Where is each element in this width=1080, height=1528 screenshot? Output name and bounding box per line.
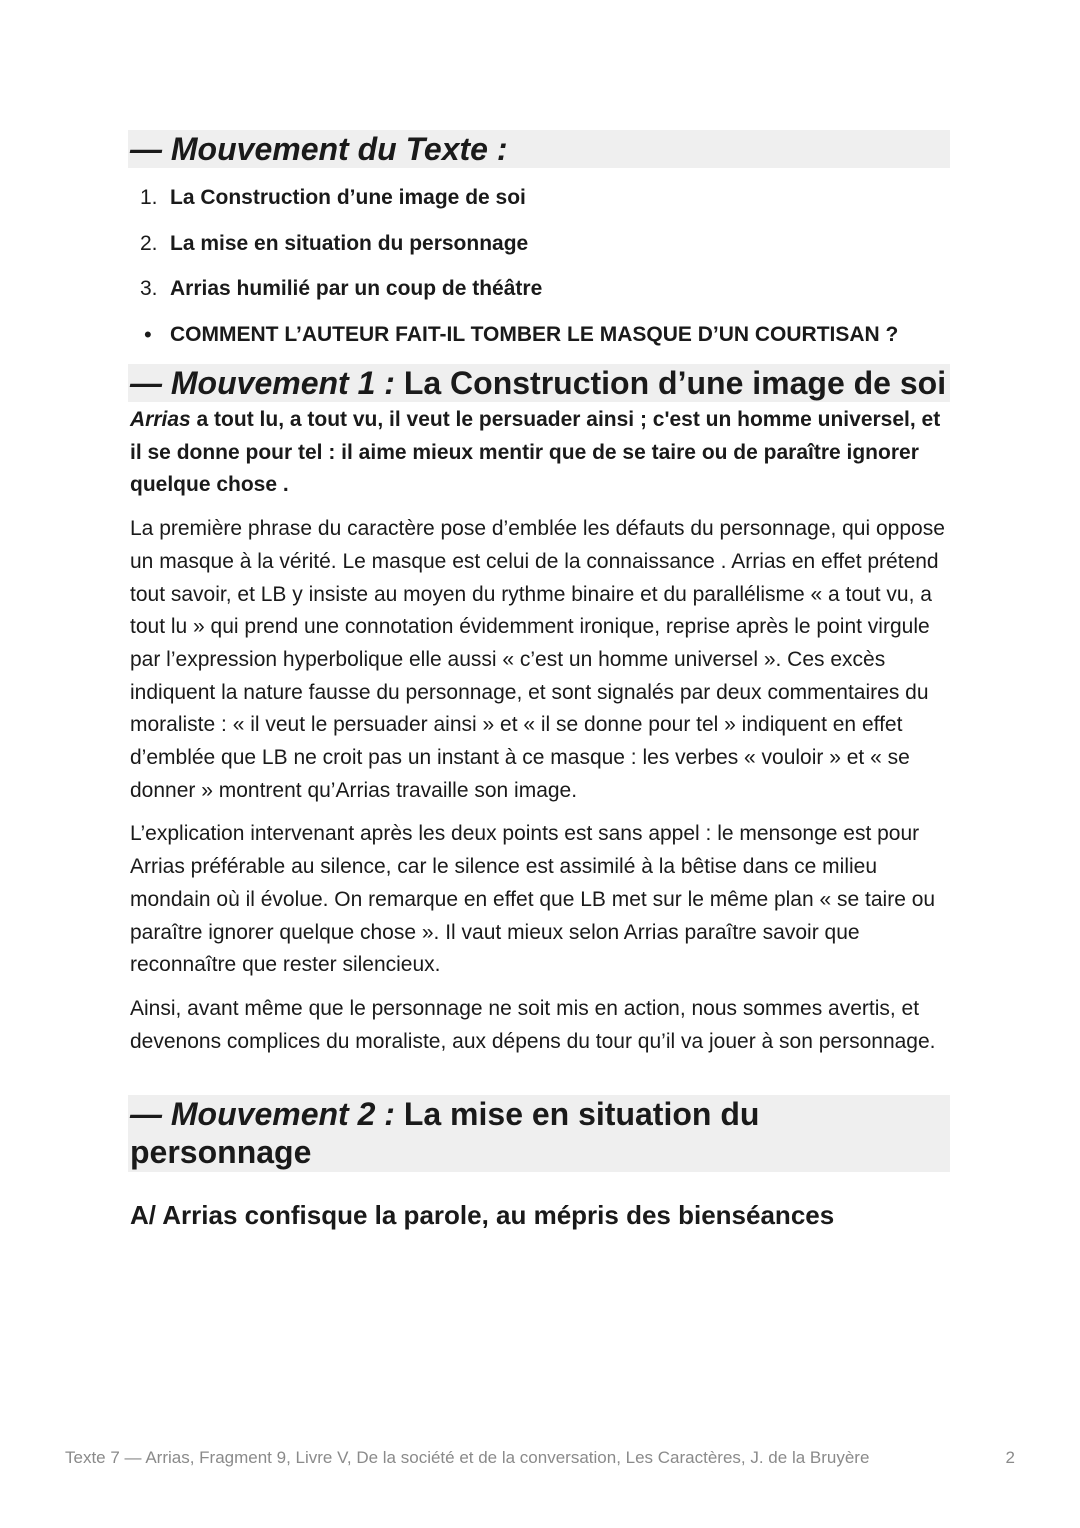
paragraph: L’explication intervenant après les deux points est sans appel : le mensonge est pour Arrias préférable au silence, car le silence est assimilé à la bêtise dans ce milieu mondain où il évolue. On remarque en effet que LB met sur le même plan « se taire ou paraître ignorer quelque chose ». Il vaut mieux selon Arrias paraître savoir que reconnaître que rester silencieux.	[130, 822, 936, 977]
list-marker: 2.	[140, 231, 158, 255]
heading-prefix: — Mouvement 1 :	[130, 365, 395, 401]
list-item-text: COMMENT L’AUTEUR FAIT-IL TOMBER LE MASQUE D’UN COURTISAN ?	[170, 322, 899, 346]
list-item	[130, 315, 950, 361]
paragraph: La première phrase du caractère pose d’emblée les défauts du personnage, qui oppose un masque à la vérité. Le masque est celui de la connaissance . Arrias en effet prétend tout savoir, et LB y insiste au moyen du rythme binaire et du parallélisme « a tout vu, a tout lu » qui prend une connotation évidemment ironique, reprise après le point virgule par l’expression hyperbolique elle aussi « c’est un homme universel ». Ces excès indiquent la nature fausse du personnage, et sont signalés par deux commentaires du moraliste : « il veut le persuader ainsi » et « il se donne pour tel » indiquent en effet d’emblée que LB ne croit pas un instant à ce masque : les verbes « vouloir » et « se donner » montrent qu’Arrias travaille son image.	[130, 517, 945, 802]
list-item-text: Arrias humilié par un coup de théâtre	[170, 277, 543, 300]
list-item	[130, 224, 950, 270]
heading-mouvement-du-texte	[128, 130, 950, 168]
heading-title: La mise en situation du personnage	[130, 1096, 760, 1171]
heading-prefix: — Mouvement du Texte :	[130, 131, 508, 167]
list-item-text: La mise en situation du personnage	[170, 231, 529, 255]
paragraph: Ainsi, avant même que le personnage ne soit mis en action, nous sommes avertis, et devenons complices du moraliste, aux dépens du tour qu’il va jouer à son personnage.	[130, 996, 936, 1053]
quote-text: a tout lu, a tout vu, il veut le persuader ainsi ; c'est un homme universel, et il se donne pour tel : il aime mieux mentir que de se taire ou de paraître ignorer quelque chose .	[130, 408, 941, 497]
quote-name: Arrias	[130, 408, 191, 431]
list-item	[130, 269, 950, 315]
page-footer	[65, 1448, 1015, 1468]
heading-mouvement-1	[128, 364, 950, 402]
plan-list	[130, 178, 950, 360]
page-content	[130, 130, 950, 1233]
heading-prefix: — Mouvement 2 :	[130, 1096, 395, 1133]
footer-text: Texte 7 — Arrias, Fragment 9, Livre V, De la société et de la conversation, Les Caractères, J. de la Bruyère	[65, 1448, 870, 1467]
heading-title: La Construction d’une image de soi	[394, 365, 947, 401]
heading-mouvement-2	[128, 1095, 950, 1172]
bullet-icon: •	[144, 321, 152, 347]
list-marker: 1.	[140, 186, 158, 209]
page-number: 2	[1005, 1448, 1015, 1467]
list-item-text: La Construction d’une image de soi	[170, 186, 526, 209]
list-marker: 3.	[140, 277, 158, 300]
quoted-excerpt	[130, 404, 950, 502]
list-item	[130, 178, 950, 224]
subheading: A/ Arrias confisque la parole, au mépris des bienséances	[130, 1200, 835, 1231]
